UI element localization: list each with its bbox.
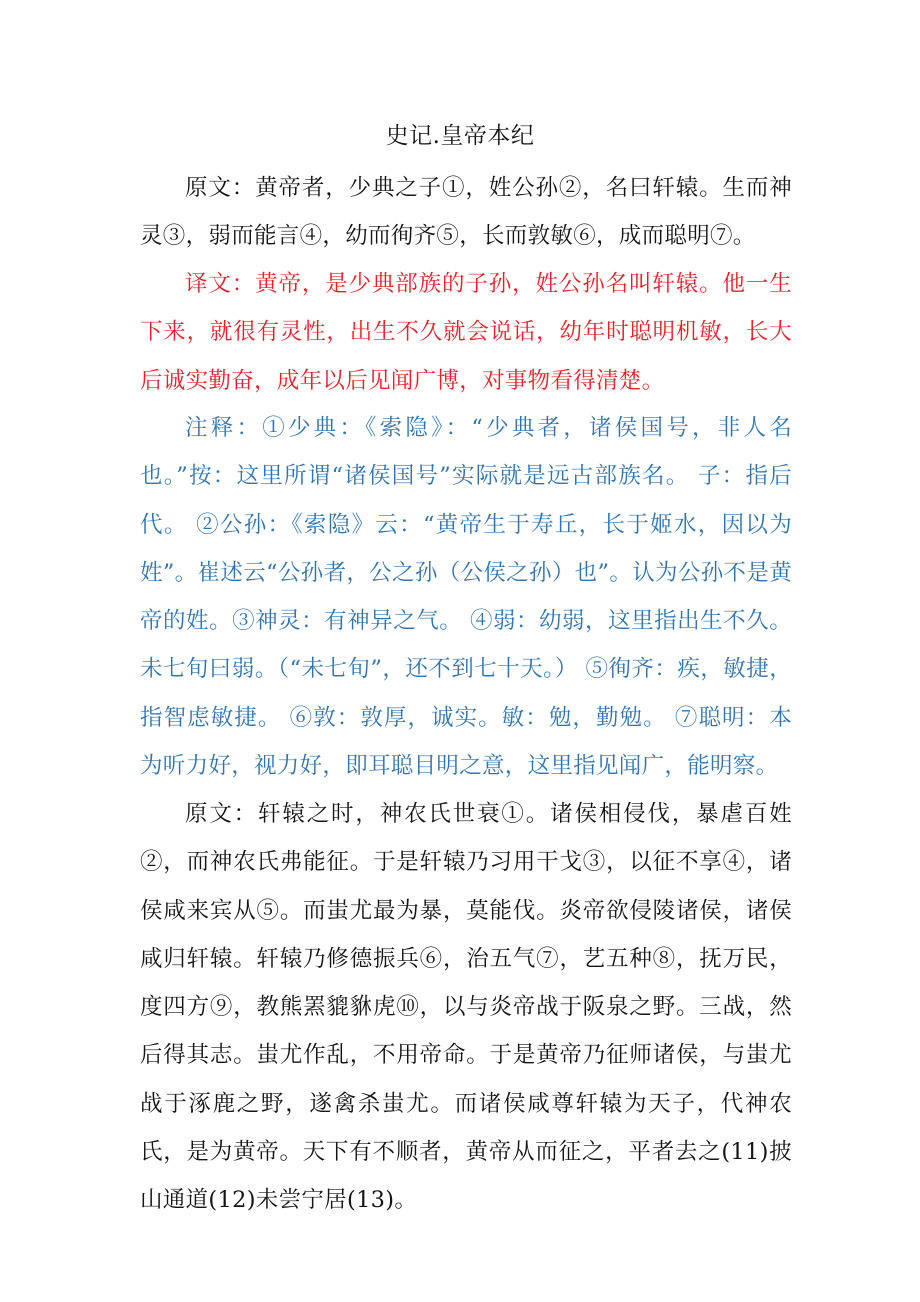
document-title: 史记.皇帝本纪 [385,123,535,149]
notes-paragraph-1: 注释：①少典：《索隐》：“少典者，诸侯国号，非人名也。”按：这里所谓“诸侯国号”实际就是远古部族名。 子：指后代。 ②公孙：《索隐》云：“黄帝生于寿丘，长于姬水，因以为姓”。崔述云“公孙者，公之孙（公侯之孙）也”。认为公孙不是黄帝的姓。③神灵：有神异之气。 ④弱：幼弱，这里指出生不久。未七旬曰弱。（“未七旬”，还不到七十天。） ⑤徇齐：疾，敏捷，指智虑敏捷。 ⑥敦：敦厚，诚实。敏：勉，勤勉。 ⑦聪明：本为听力好，视力好，即耳聪目明之意，这里指见闻广，能明察。 [140,415,792,780]
original-text-paragraph-1: 原文：黄帝者，少典之子①，姓公孙②，名曰轩辕。生而神灵③，弱而能言④，幼而徇齐⑤，长而敦敏⑥，成而聪明⑦。 [140,175,792,250]
translation-paragraph-1: 译文：黄帝，是少典部族的子孙，姓公孙名叫轩辕。他一生下来，就很有灵性，出生不久就会说话，幼年时聪明机敏，长大后诚实勤奋，成年以后见闻广博，对事物看得清楚。 [140,271,792,394]
original-text-paragraph-2: 原文：轩辕之时，神农氏世衰①。诸侯相侵伐，暴虐百姓②，而神农氏弗能征。于是轩辕乃习用干戈③，以征不享④，诸侯咸来宾从⑤。而蚩尤最为暴，莫能伐。炎帝欲侵陵诸侯，诸侯咸归轩辕。轩辕乃修德振兵⑥，治五气⑦，艺五种⑧，抚万民，度四方⑨，教熊罴貔貅虎⑩，以与炎帝战于阪泉之野。三战，然后得其志。蚩尤作乱，不用帝命。于是黄帝乃征师诸侯，与蚩尤战于涿鹿之野，遂禽杀蚩尤。而诸侯咸尊轩辕为天子，代神农氏，是为黄帝。天下有不顺者，黄帝从而征之，平者去之(11)披山通道(12)未尝宁居(13)。 [140,801,792,1214]
